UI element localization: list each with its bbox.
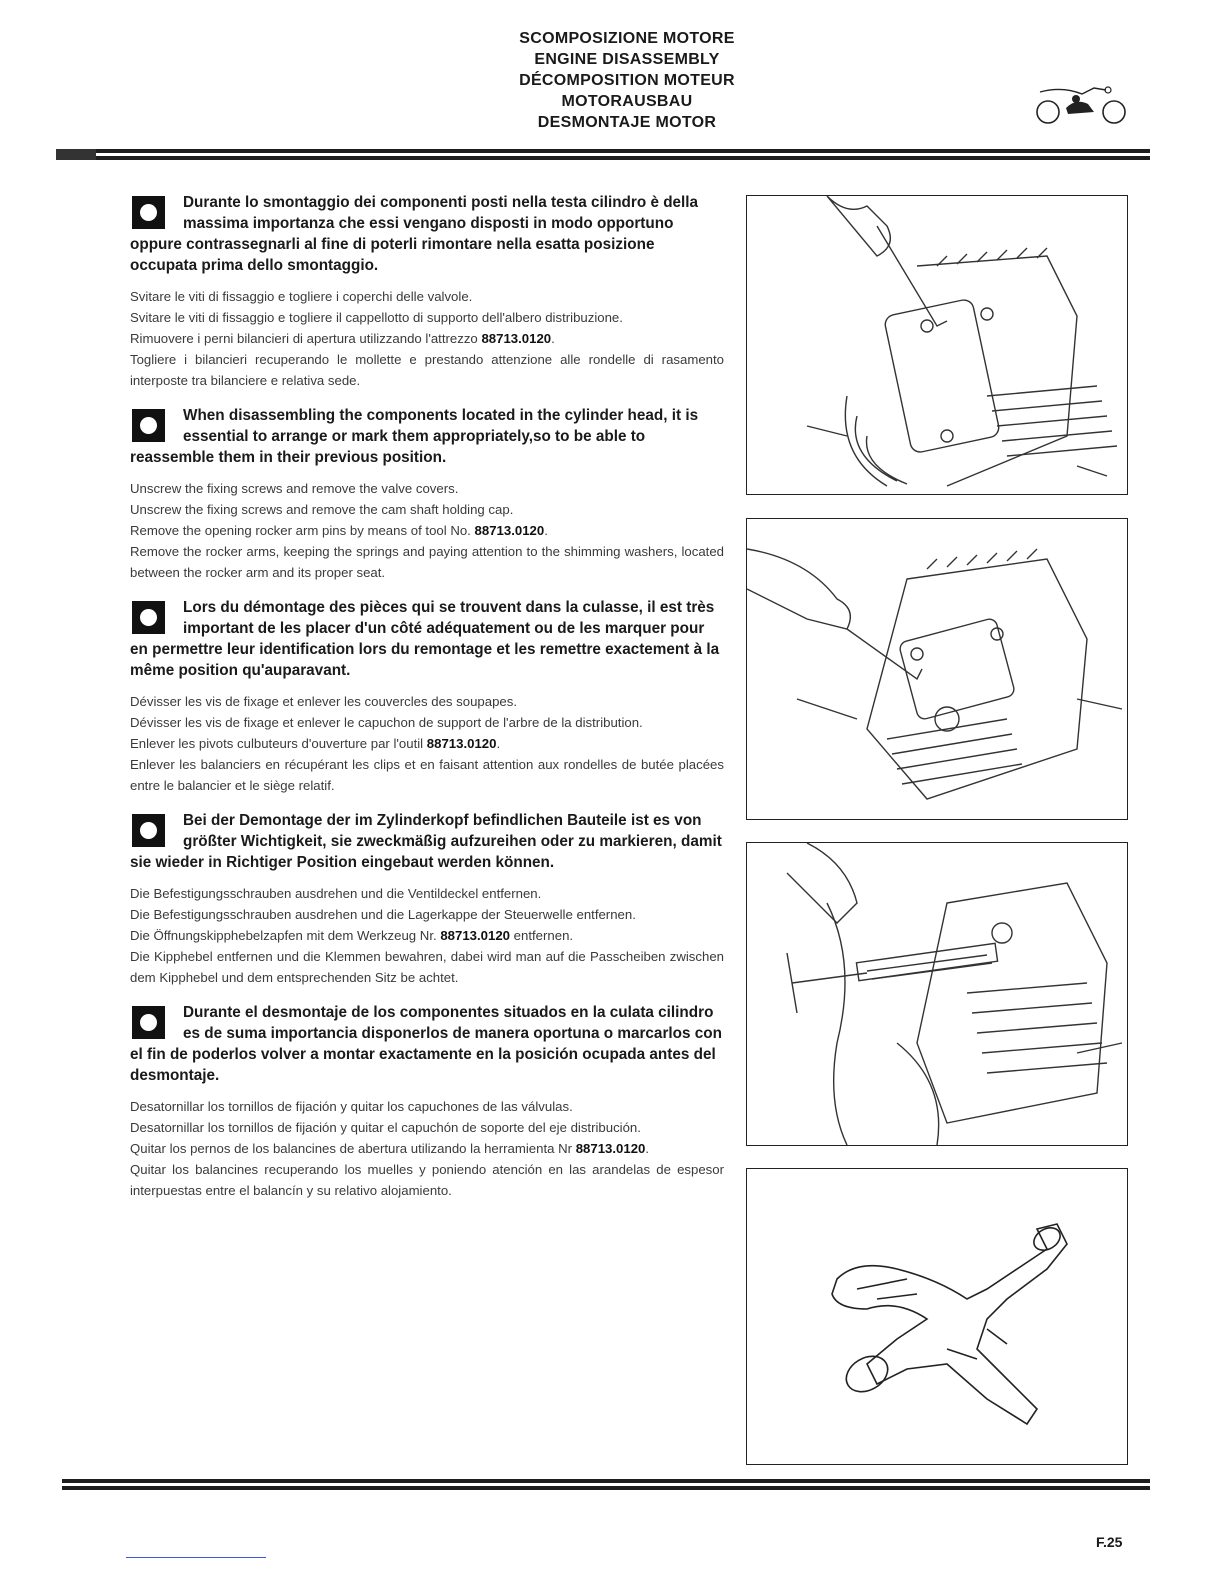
step-1: Dévisser les vis de fixage et enlever les couvercles des soupapes.	[130, 694, 518, 709]
section-english	[130, 405, 724, 583]
step-4: Enlever les balanciers en récupérant les clips et en faisant attention aux rondelles de butée placées entre le balancier et le siège relatif.	[130, 757, 724, 793]
warning-marker-icon	[132, 196, 165, 229]
top-divider	[62, 149, 1150, 163]
tool-number: 88713.0120	[426, 736, 497, 751]
tool-number: 88713.0120	[575, 1141, 646, 1156]
motorcycle-logo-icon	[1032, 82, 1132, 126]
figure-rocker-pin-extraction	[746, 842, 1128, 1146]
note-text: Durante lo smontaggio dei componenti posti nella testa cilindro è della massima importanza che essi vengano disposti in modo opportuno oppure contrassegnarli al fine di poterli rimontare nella esatta posizione occupata prima dello smontaggio.	[130, 194, 699, 274]
bottom-divider	[62, 1479, 1150, 1493]
section-italian	[130, 192, 724, 391]
step-2: Unscrew the fixing screws and remove the cam shaft holding cap.	[130, 502, 514, 517]
step-4: Togliere i bilancieri recuperando le mollette e prestando attenzione alle rondelle di rasamento interposte tra bilanciere e relativa sede.	[130, 352, 724, 388]
step-3: Rimuovere i perni bilancieri di apertura utilizzando l'attrezzo 88713.0120.	[130, 331, 555, 346]
step-3: Quitar los pernos de los balancines de abertura utilizando la herramienta Nr 88713.0120.	[130, 1141, 650, 1156]
step-3: Enlever les pivots culbuteurs d'ouverture par l'outil 88713.0120.	[130, 736, 501, 751]
instructions-column	[130, 192, 724, 1215]
tool-number: 88713.0120	[440, 928, 511, 943]
step-1: Svitare le viti di fissaggio e togliere i coperchi delle valvole.	[130, 289, 473, 304]
step-3: Die Öffnungskipphebelzapfen mit dem Werkzeug Nr. 88713.0120 entfernen.	[130, 928, 574, 943]
section-spanish	[130, 1002, 724, 1201]
title-it: SCOMPOSIZIONE MOTORE	[519, 30, 735, 47]
note-french	[130, 597, 724, 681]
note-english	[130, 405, 724, 468]
motorcycle-logo-svg	[1032, 82, 1132, 126]
step-2: Desatornillar los tornillos de fijación y quitar el capuchón de soporte del eje distribución.	[130, 1120, 641, 1135]
tool-number: 88713.0120	[481, 331, 552, 346]
page-number: F.25	[1096, 1534, 1123, 1550]
figure-rocker-arm	[746, 1168, 1128, 1465]
step-4: Die Kipphebel entfernen und die Klemmen bewahren, dabei wird man auf die Passcheiben zwischen dem Kipphebel und dem entsprechenden Sitz be achtet.	[130, 949, 724, 985]
engine-puller-illustration	[747, 843, 1127, 1145]
engine-head-illustration	[747, 196, 1127, 494]
step-1: Die Befestigungsschrauben ausdrehen und die Ventildeckel entfernen.	[130, 886, 542, 901]
step-4: Remove the rocker arms, keeping the springs and paying attention to the shimming washers, located between the rocker arm and its proper seat.	[130, 544, 724, 580]
title-en: ENGINE DISASSEMBLY	[534, 51, 720, 68]
rule-stub	[56, 149, 96, 160]
warning-marker-icon	[132, 601, 165, 634]
note-spanish	[130, 1002, 724, 1086]
warning-marker-icon	[132, 814, 165, 847]
engine-cam-cap-illustration	[747, 519, 1127, 819]
note-text: Bei der Demontage der im Zylinderkopf befindlichen Bauteile ist es von größter Wichtigkeit, sie zweckmäßig aufzureihen oder zu markieren, damit sie wieder in Richtiger Position eingebaut werden können.	[130, 812, 722, 871]
tool-number: 88713.0120	[474, 523, 545, 538]
step-2: Dévisser les vis de fixage et enlever le capuchon de support de l'arbre de la distribution.	[130, 715, 643, 730]
step-2: Svitare le viti di fissaggio e togliere il cappellotto di supporto dell'albero distribuzione.	[130, 310, 623, 325]
section-german	[130, 810, 724, 988]
note-italian	[130, 192, 724, 276]
figure-cam-cap-removal	[746, 518, 1128, 820]
title-fr: DÉCOMPOSITION MOTEUR	[519, 72, 735, 89]
title-es: DESMONTAJE MOTOR	[537, 114, 717, 131]
step-3: Remove the opening rocker arm pins by means of tool No. 88713.0120.	[130, 523, 548, 538]
warning-marker-icon	[132, 409, 165, 442]
step-4: Quitar los balancines recuperando los muelles y poniendo atención en las arandelas de espesor interpuestas entre el balancín y su relativo alojamiento.	[130, 1162, 724, 1198]
warning-marker-icon	[132, 1006, 165, 1039]
step-1: Desatornillar los tornillos de fijación y quitar los capuchones de las válvulas.	[130, 1099, 573, 1114]
title-de: MOTORAUSBAU	[561, 93, 693, 110]
step-1: Unscrew the fixing screws and remove the valve covers.	[130, 481, 459, 496]
note-text: Lors du démontage des pièces qui se trouvent dans la culasse, il est très important de les placer d'un côté adéquatement ou de les marquer pour en permettre leur identification lors du remontage et les remettre exactement à la même position qu'auparavant.	[130, 599, 720, 679]
note-german	[130, 810, 724, 873]
footer-link-line	[126, 1557, 266, 1558]
section-french	[130, 597, 724, 796]
figure-valve-cover-removal	[746, 195, 1128, 495]
step-2: Die Befestigungsschrauben ausdrehen und die Lagerkappe der Steuerwelle entfernen.	[130, 907, 636, 922]
note-text: Durante el desmontaje de los componentes situados en la culata cilindro es de suma importancia disponerlos de manera oportuna o marcarlos con el fin de poderlos volver a montar exactamente en la posición ocupada antes del desmontaje.	[130, 1004, 722, 1084]
rocker-arm-illustration	[747, 1169, 1127, 1464]
note-text: When disassembling the components located in the cylinder head, it is essential to arrange or mark them appropriately,so to be able to reassemble them in their previous position.	[130, 407, 699, 466]
